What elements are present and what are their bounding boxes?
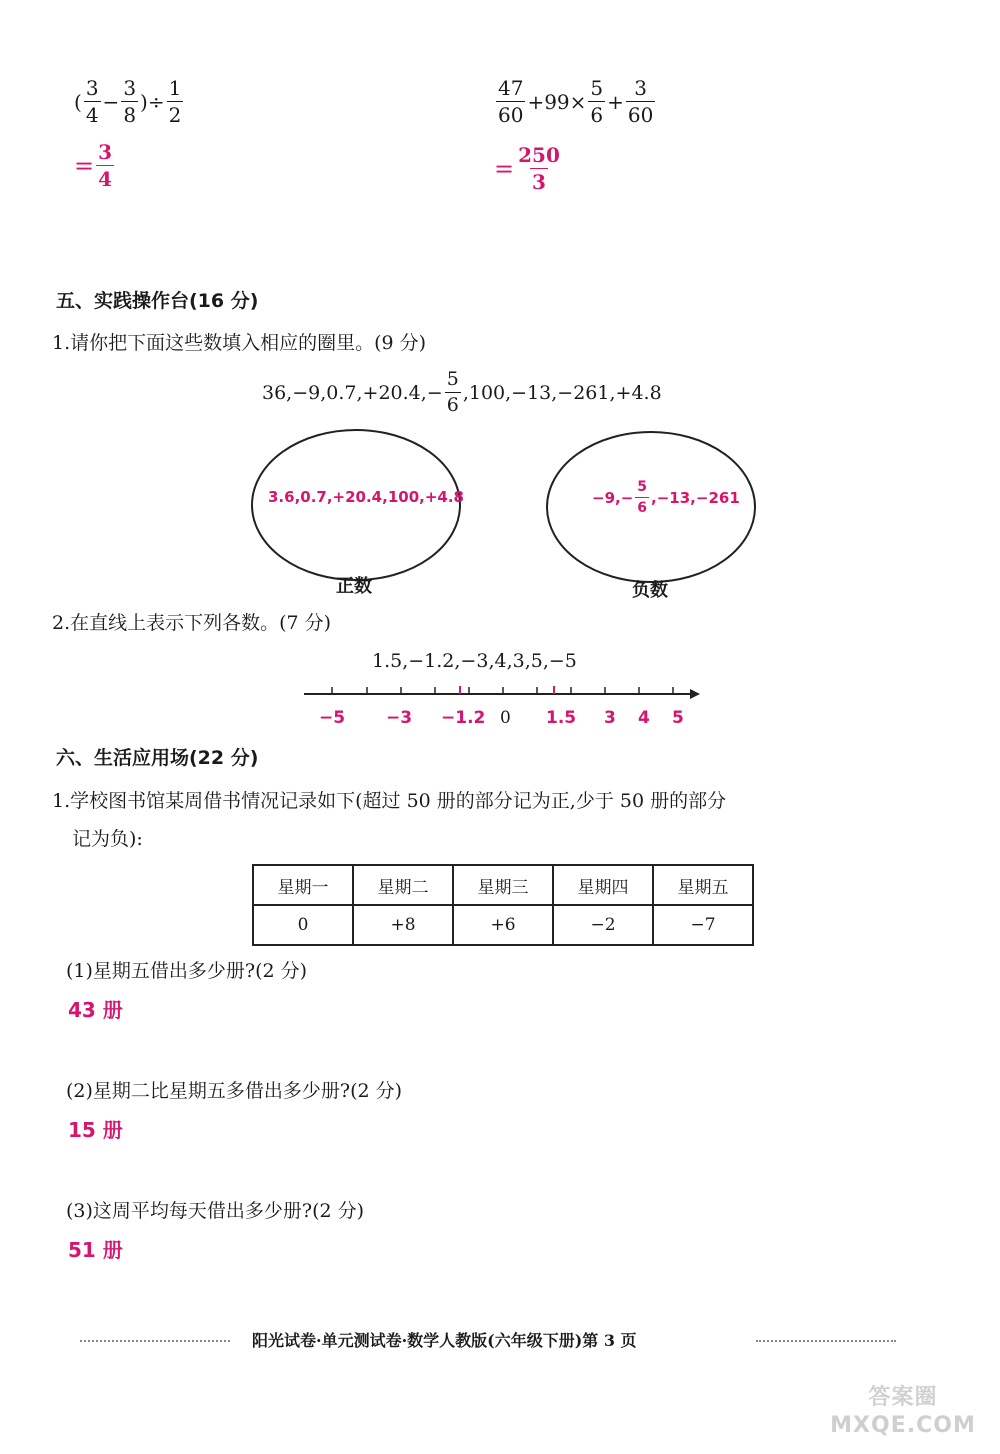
- table-cell: −2: [553, 905, 653, 945]
- line-label: −5: [319, 708, 346, 728]
- line-label: 1.5: [546, 708, 577, 728]
- table-header-row: [253, 865, 753, 905]
- positive-answer: 3.6,0.7,+20.4,100,+4.8: [268, 488, 464, 506]
- sub-question-2: (2)星期二比星期五多借出多少册?(2 分): [66, 1080, 403, 1102]
- table-header: 星期五: [653, 865, 753, 905]
- section6-q1-line2: 记为负):: [72, 828, 143, 850]
- section6-title: 六、生活应用场(22 分): [56, 747, 259, 769]
- footer-dots-left: [80, 1340, 230, 1342]
- number-line: [300, 682, 710, 706]
- calc-left-answer: = $\frac{3}{4}$: [74, 140, 113, 191]
- table-cell: −7: [653, 905, 753, 945]
- positive-label: 正数: [336, 576, 372, 597]
- footer-text: 阳光试卷·单元测试卷·数学人教版(六年级下册)第 3 页: [252, 1331, 637, 1350]
- table-header: 星期四: [553, 865, 653, 905]
- section6-q1-line1: 1.学校图书馆某周借书情况记录如下(超过 50 册的部分记为正,少于 50 册的部分: [52, 790, 727, 812]
- footer-dots-right: [756, 1340, 896, 1342]
- fraction: $\frac{1}{2}$: [168, 76, 182, 127]
- table-cell: +8: [353, 905, 453, 945]
- calc-right-answer: = $\frac{250}{3}$: [494, 143, 560, 194]
- line-label: 5: [672, 708, 684, 728]
- answer-3: 51 册: [68, 1238, 123, 1262]
- table-header: 星期二: [353, 865, 453, 905]
- calc-left-expression: ( $\frac{3}{4}$ − $\frac{3}{8}$ )÷ $\frac{1}{2}$: [74, 76, 182, 127]
- answer-1: 43 册: [68, 998, 123, 1022]
- arrow-icon: [690, 689, 700, 699]
- watermark-logo: 答案圈 MXQE.COM: [830, 1385, 976, 1438]
- numbers-list: 36,−9,0.7,+20.4,− $\frac{5}{6}$ ,100,−13,−261,+4.8: [262, 368, 662, 416]
- negative-label: 负数: [632, 580, 668, 601]
- table-header: 星期三: [453, 865, 553, 905]
- table-cell: +6: [453, 905, 553, 945]
- line-label: −1.2: [441, 708, 486, 728]
- negative-answer: −9,− $\frac{5}{6}$ ,−13,−261: [592, 479, 740, 516]
- fraction: $\frac{3}{4}$: [85, 76, 99, 127]
- section5-q2: 2.在直线上表示下列各数。(7 分): [52, 612, 332, 634]
- section5-q1: 1.请你把下面这些数填入相应的圈里。(9 分): [52, 332, 427, 354]
- borrow-table: [252, 864, 754, 946]
- table-cell: 0: [253, 905, 353, 945]
- fraction: $\frac{3}{8}$: [123, 76, 137, 127]
- line-label: −3: [386, 708, 413, 728]
- line-label: 0: [500, 708, 511, 728]
- table-row: [253, 905, 753, 945]
- section5-title: 五、实践操作台(16 分): [56, 290, 259, 312]
- sub-question-3: (3)这周平均每天借出多少册?(2 分): [66, 1200, 365, 1222]
- line-label: 4: [638, 708, 650, 728]
- line-numbers: 1.5,−1.2,−3,4,3,5,−5: [372, 650, 577, 672]
- answer-2: 15 册: [68, 1118, 123, 1142]
- calc-right-expression: $\frac{47}{60}$ +99× $\frac{5}{6}$ + $\frac{3}{60}$: [498, 76, 654, 127]
- sub-question-1: (1)星期五借出多少册?(2 分): [66, 960, 308, 982]
- line-label: 3: [604, 708, 616, 728]
- table-header: 星期一: [253, 865, 353, 905]
